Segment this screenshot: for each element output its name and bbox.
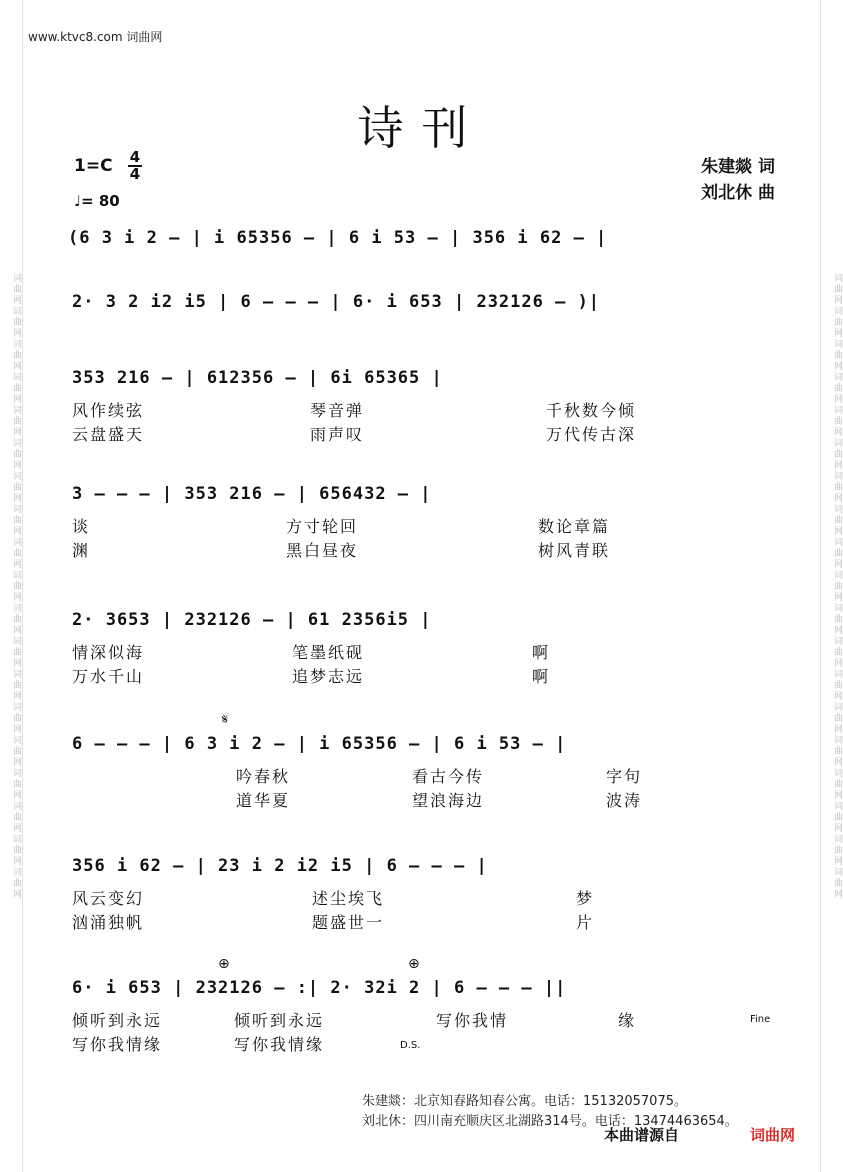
notation-line-7: 356 i 62 – | 23 i 2 i2 i5 | 6 – – – | (72, 856, 488, 876)
lyric-3b-3: 万代传古深 (546, 425, 637, 444)
lyric-6b-3: 波涛 (606, 791, 643, 810)
lyric-8a-3: 写你我情 (436, 1011, 509, 1030)
brand-logo[interactable]: 词曲网 (750, 1126, 796, 1144)
fine-marking: Fine (750, 1014, 771, 1025)
lyric-6b-2: 望浪海边 (412, 791, 485, 810)
lyric-3a-3: 千秋数今倾 (546, 401, 637, 420)
lyric-8a-2: 倾听到永远 (234, 1011, 325, 1030)
lyric-4b-2: 黑白昼夜 (286, 541, 359, 560)
time-denominator: 4 (129, 165, 141, 183)
notation-line-8: 6· i 653 | 232126 – :| 2· 32i 2 | 6 – – – || (72, 978, 567, 998)
notation-line-4: 3 – – – | 353 216 – | 656432 – | (72, 484, 432, 504)
lyric-4b-3: 树风青联 (538, 541, 611, 560)
lyric-4a-2: 方寸轮回 (286, 517, 359, 536)
lyric-8b-1: 写你我情缘 (72, 1035, 163, 1054)
notation-line-6: 6 – – – | 6 3 i 2 – | i 65356 – | 6 i 53 – | (72, 734, 567, 754)
notation-line-2: 2· 3 2 i2 i5 | 6 – – – | 6· i 653 | 232126 – )| (72, 292, 601, 312)
lyric-7b-2: 题盛世一 (312, 913, 385, 932)
coda-sign-1: ⊕ (218, 956, 230, 972)
lyric-3a-2: 琴音弹 (310, 401, 365, 420)
lyric-7b-3: 片 (576, 913, 595, 932)
source-label: 本曲谱源自 (604, 1126, 680, 1144)
lyric-4a-1: 谈 (72, 517, 91, 536)
lyric-7a-3: 梦 (576, 889, 595, 908)
segno-sign: 𝄋 (222, 712, 229, 728)
lyric-7a-2: 述尘埃飞 (312, 889, 385, 908)
lyric-3b-1: 云盘盛天 (72, 425, 145, 444)
lyric-4a-3: 数论章篇 (538, 517, 611, 536)
lyric-6a-3: 字句 (606, 767, 643, 786)
lyric-5b-1: 万水千山 (72, 667, 145, 686)
notation-line-3: 353 216 – | 612356 – | 6i 65365 | (72, 368, 443, 388)
lyric-5b-2: 追梦志远 (292, 667, 365, 686)
notation-line-1: (6 3 i 2 – | i 65356 – | 6 i 53 – | 356 i 62 – | (68, 228, 608, 248)
page-title: 诗刊 (357, 101, 486, 155)
lyric-5a-2: 笔墨纸砚 (292, 643, 365, 662)
coda-sign-2: ⊕ (408, 956, 420, 972)
lyric-3b-2: 雨声叹 (310, 425, 365, 444)
time-numerator: 4 (129, 148, 141, 166)
site-url[interactable]: www.ktvc8.com 词曲网 (28, 30, 163, 44)
notation-line-5: 2· 3653 | 232126 – | 61 2356i5 | (72, 610, 432, 630)
lyric-8a-1: 倾听到永远 (72, 1011, 163, 1030)
left-watermark-strip: 词曲网词曲网词曲网词曲网词曲网词曲网词曲网词曲网词曲网词曲网词曲网词曲网词曲网词曲网词曲网词曲网词曲网词曲网词曲网 (0, 0, 23, 1172)
lyric-8a-4: 缘 (618, 1011, 637, 1030)
footer-contact-composer: 刘北休：四川南充顺庆区北湖路314号。电话：13474463654。 (362, 1114, 738, 1129)
lyric-3a-1: 风作续弦 (72, 401, 145, 420)
ds-marking: D.S. (400, 1040, 421, 1051)
lyric-5b-3: 啊 (532, 667, 551, 686)
right-watermark-strip: 词曲网词曲网词曲网词曲网词曲网词曲网词曲网词曲网词曲网词曲网词曲网词曲网词曲网词曲网词曲网词曲网词曲网词曲网词曲网 (820, 0, 843, 1172)
lyric-5a-3: 啊 (532, 643, 551, 662)
lyricist-credit: 朱建燚 词 (701, 157, 775, 177)
lyric-7b-1: 汹涌独帆 (72, 913, 145, 932)
time-signature (128, 150, 142, 181)
tempo-marking: ♩= 80 (74, 192, 120, 210)
lyric-4b-1: 渊 (72, 541, 91, 560)
lyric-6a-1: 吟春秋 (236, 767, 291, 786)
lyric-6b-1: 道华夏 (236, 791, 291, 810)
lyric-7a-1: 风云变幻 (72, 889, 145, 908)
composer-credit: 刘北休 曲 (701, 183, 775, 203)
lyric-5a-1: 情深似海 (72, 643, 145, 662)
lyric-6a-2: 看古今传 (412, 767, 485, 786)
lyric-8b-2: 写你我情缘 (234, 1035, 325, 1054)
key-signature: 1=C (74, 156, 113, 176)
footer-contact-lyricist: 朱建燚：北京知春路知春公寓。电话：15132057075。 (362, 1094, 687, 1109)
